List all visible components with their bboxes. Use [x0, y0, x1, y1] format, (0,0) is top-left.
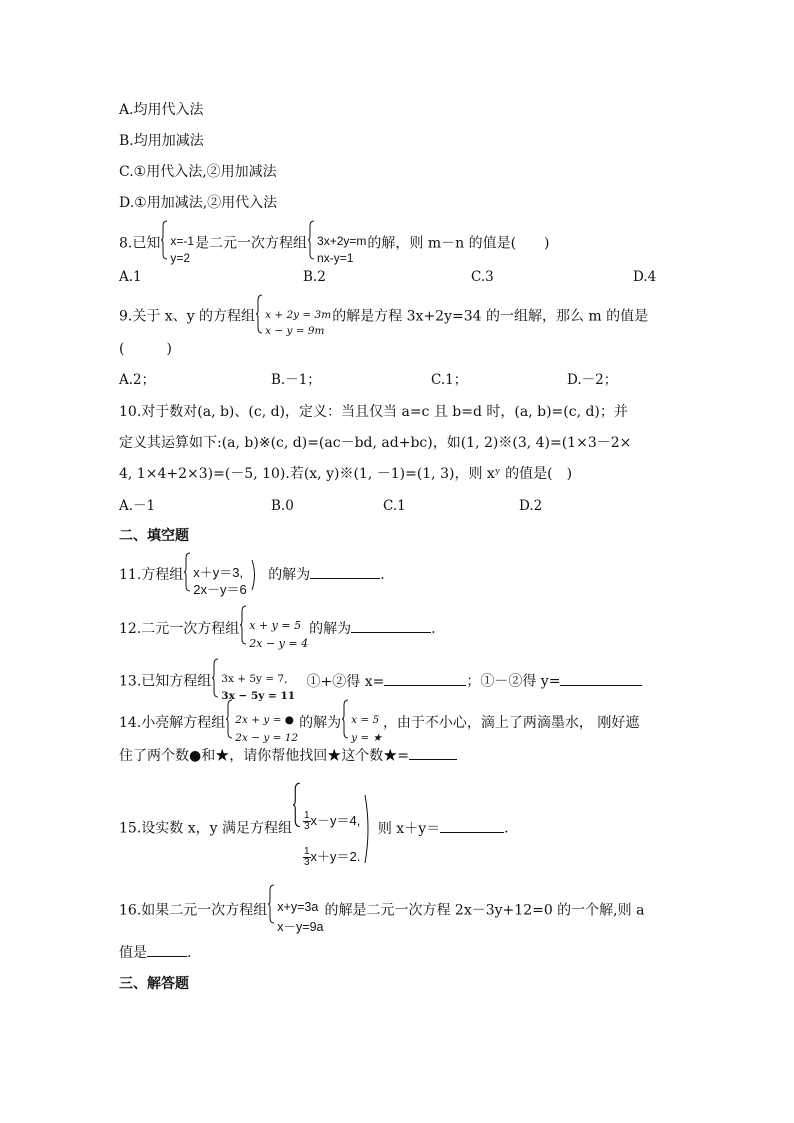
- q8-system-2: [308, 220, 366, 267]
- q15-eq2-frac-den: 3: [303, 857, 310, 869]
- q8-sys2-eq1: 3x+2y=m: [317, 234, 367, 248]
- q11-end: .: [380, 567, 385, 583]
- option-a: A.均用代入法: [119, 102, 204, 118]
- brace-icon: [268, 884, 275, 924]
- q16-answer-blank[interactable]: [147, 944, 187, 957]
- q12-system: [240, 605, 308, 653]
- q8-middle: 是二元一次方程组: [195, 235, 308, 252]
- q8-sys1-eq2: y=2: [170, 251, 191, 265]
- q9-option-d: D.－2；: [567, 372, 618, 388]
- option-d: D.①用加减法,②用代入法: [119, 195, 278, 211]
- q11-suffix: 的解为: [268, 567, 311, 583]
- brace-icon: [161, 220, 168, 260]
- q10-option-d: D.2: [519, 498, 543, 514]
- q15-eq1-frac-num: 1: [303, 810, 310, 822]
- brace-icon: [240, 605, 247, 645]
- q14-middle: 的解为: [299, 715, 342, 731]
- q16-end: .: [187, 945, 192, 961]
- brace-icon: [308, 220, 315, 260]
- brace-icon: [212, 658, 219, 698]
- q10-option-c: C.1: [383, 498, 406, 514]
- q16-prefix: 16.如果二元一次方程组: [119, 902, 268, 919]
- q12-sys-eq2: 2x − y = 4: [249, 637, 309, 650]
- q16-sys-eq2: x－y=9a: [277, 920, 324, 934]
- section-heading-fill-blank: 二、填空题: [119, 528, 189, 544]
- q8-sys1-eq1: x=-1: [170, 234, 195, 248]
- q9-suffix: 的解是方程 3x+2y=34 的一组解，那么 m 的值是: [332, 308, 649, 325]
- q13-sys-eq2: 3x − 5y = 11: [221, 690, 296, 702]
- q10-option-a: A.－1: [119, 498, 156, 514]
- q16-sys-eq1: x+y=3a: [277, 900, 319, 914]
- q16-system: [268, 884, 323, 937]
- q12-answer-blank[interactable]: [351, 620, 431, 633]
- q14-sys2-eq1: x = 5: [351, 714, 380, 726]
- question-15: [119, 782, 509, 875]
- q14-sys2-eq2: y = ★: [351, 732, 382, 744]
- q8-sys2-eq2: nx-y=1: [317, 251, 354, 265]
- q15-suffix: 则 x＋y＝: [377, 820, 441, 837]
- q9-paren: ( ): [119, 341, 172, 357]
- q13-mid: ①+②得 x=: [306, 673, 385, 690]
- q11-system: [184, 552, 246, 598]
- q9-sys-eq1: x + 2y = 3m: [265, 309, 332, 321]
- q14-line-2: [119, 747, 457, 765]
- q12-sys-eq1: x + y = 5: [249, 619, 302, 632]
- q13-system: [212, 658, 295, 705]
- brace-icon: [256, 294, 263, 334]
- q16-line-2: [119, 944, 191, 962]
- question-13: [119, 658, 642, 705]
- q15-system: [293, 782, 360, 875]
- q11-prefix: 11.方程组: [119, 567, 184, 583]
- brace-icon: [184, 552, 191, 592]
- q14-sys1-eq1: 2x + y = ●: [235, 714, 294, 726]
- question-11: [119, 552, 385, 598]
- q10-line-3: 4, 1×4+2×3)=(－5, 10).若(x, y)※(1, －1)=(1, 3)，则 xʸ 的值是( ): [119, 466, 573, 482]
- q10-line-1: 10.对于数对(a, b)、(c, d)，定义：当且仅当 a=c 且 b=d 时，(a, b)=(c, d)；并: [119, 404, 628, 420]
- option-c: C.①用代入法,②用加减法: [119, 164, 277, 180]
- q15-eq2-frac-num: 1: [303, 846, 310, 858]
- q8-suffix: 的解，则 m－n 的值是( ): [367, 235, 550, 252]
- q8-option-c: C.3: [471, 269, 494, 285]
- q10-option-b: B.0: [271, 498, 294, 514]
- q13-prefix: 13.已知方程组: [119, 673, 212, 690]
- option-b: B.均用加减法: [119, 133, 204, 149]
- q10-line-2: 定义其运算如下:(a, b)※(c, d)=(ac－bd, ad+bc)，如(1, 2)※(3, 4)=(1×3－2×: [119, 435, 632, 451]
- q15-eq1-rest: x－y＝4,: [310, 813, 361, 828]
- q9-option-b: B.－1；: [271, 372, 321, 388]
- q11-sys-eq1: x＋y＝3,: [193, 565, 244, 580]
- q11-sys-eq2: 2x－y＝6: [193, 582, 247, 597]
- q8-option-a: A.1: [119, 269, 142, 285]
- q8-system-1: [161, 220, 194, 267]
- q12-end: .: [431, 621, 436, 637]
- q16-suffix: 的解是二元一次方程 2x－3y+12=0 的一个解,则 a: [324, 902, 645, 919]
- q15-eq1-frac-den: 3: [303, 821, 310, 833]
- q9-system: [256, 294, 331, 339]
- q13-sep: ；①－②得 y=: [466, 673, 561, 690]
- brace-icon: [342, 699, 349, 739]
- q14-sys1-eq2: 2x − y = 12: [235, 732, 299, 744]
- q14-system-2: [342, 699, 382, 747]
- q15-eq1: [303, 803, 360, 839]
- q11-answer-blank[interactable]: [310, 566, 380, 579]
- q14-prefix: 14.小亮解方程组: [119, 715, 226, 731]
- q15-eq2-rest: x＋y＝2.: [310, 849, 361, 864]
- q14-system-1: [226, 699, 298, 747]
- q15-eq2: [303, 839, 360, 875]
- q14-answer-blank[interactable]: [409, 747, 457, 760]
- q14-suffix: ，由于不小心，滴上了两滴墨水， 刚好遮: [382, 715, 640, 731]
- q15-prefix: 15.设实数 x，y 满足方程组: [119, 820, 292, 837]
- q14-line2-text: 住了两个数●和★，请你帮他找回★这个数★=: [119, 748, 409, 764]
- q13-x-blank[interactable]: [384, 673, 466, 686]
- section-heading-solve: 三、解答题: [119, 976, 189, 992]
- question-16: [119, 884, 644, 937]
- q9-option-a: A.2；: [119, 372, 156, 388]
- q9-sys-eq2: x − y = 9m: [265, 325, 325, 337]
- q12-suffix: 的解为: [309, 621, 352, 637]
- q8-prefix: 8.已知: [119, 235, 161, 252]
- q16-line2-text: 值是: [119, 945, 147, 961]
- q13-sys-eq1: 3x + 5y = 7,: [221, 673, 288, 685]
- q9-option-c: C.1；: [431, 372, 468, 388]
- question-9: [119, 294, 648, 339]
- right-paren-icon: [250, 558, 258, 592]
- question-12: [119, 605, 436, 653]
- brace-icon: [226, 699, 233, 739]
- q8-option-b: B.2: [303, 269, 326, 285]
- right-paren-icon: [363, 793, 371, 865]
- q15-answer-blank[interactable]: [440, 820, 504, 833]
- brace-icon: [293, 782, 301, 828]
- question-8: [119, 220, 550, 267]
- question-14: [119, 699, 639, 747]
- q13-y-blank[interactable]: [560, 673, 642, 686]
- q12-prefix: 12.二元一次方程组: [119, 621, 240, 637]
- q15-end: .: [504, 820, 509, 837]
- q8-option-d: D.4: [633, 269, 657, 285]
- q9-prefix: 9.关于 x、y 的方程组: [119, 308, 256, 325]
